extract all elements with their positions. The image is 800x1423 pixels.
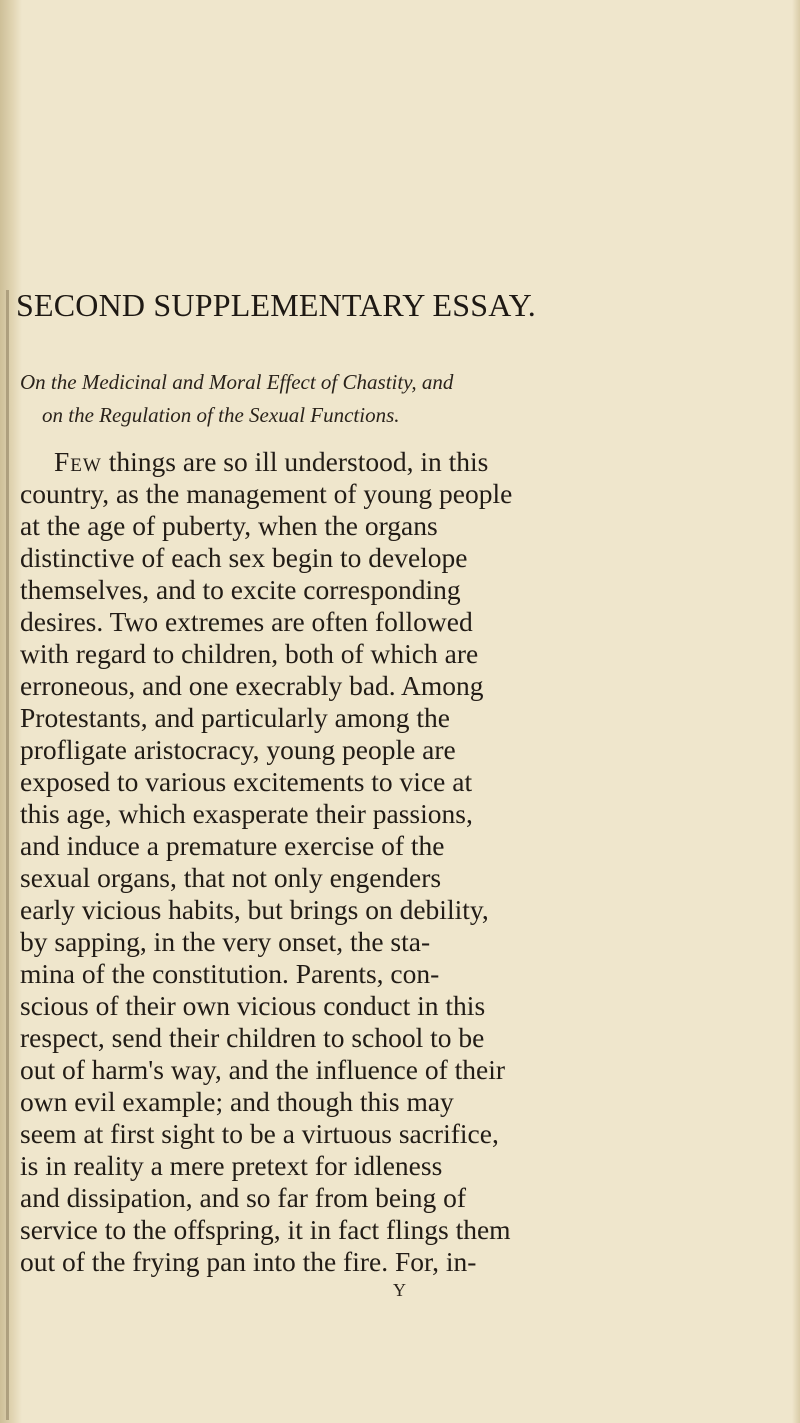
- body-line: distinctive of each sex begin to develope: [20, 542, 468, 573]
- body-line: out of harm's way, and the influence of their: [20, 1054, 506, 1085]
- body-line: erroneous, and one execrably bad. Among: [20, 670, 484, 701]
- body-line: this age, which exasperate their passions,: [20, 798, 473, 829]
- body-line: service to the offspring, it in fact flings them: [20, 1214, 511, 1245]
- body-line: out of the frying pan into the fire. For, in-: [20, 1246, 477, 1277]
- page-gutter: [0, 0, 22, 1423]
- body-line: and induce a premature exercise of the: [20, 830, 445, 861]
- body-line: respect, send their children to school to be: [20, 1022, 485, 1053]
- body-line: mina of the constitution. Parents, con-: [20, 958, 440, 989]
- body-line: and dissipation, and so far from being of: [20, 1182, 467, 1213]
- binding-shadow: [6, 290, 9, 1420]
- essay-heading: SECOND SUPPLEMENTARY ESSAY.: [16, 287, 537, 323]
- body-line: early vicious habits, but brings on debility,: [20, 894, 489, 925]
- body-line: at the age of puberty, when the organs: [20, 510, 438, 541]
- body-line: themselves, and to excite corresponding: [20, 574, 461, 605]
- body-line: own evil example; and though this may: [20, 1086, 454, 1117]
- body-line: is in reality a mere pretext for idleness: [20, 1150, 443, 1181]
- body-line: exposed to various excitements to vice at: [20, 766, 473, 797]
- body-line: country, as the management of young people: [20, 478, 513, 509]
- page-edge: [792, 0, 800, 1423]
- body-line: desires. Two extremes are often followed: [20, 606, 473, 637]
- essay-subtitle-line-1: On the Medicinal and Moral Effect of Chastity, and: [20, 370, 454, 394]
- signature-mark: Y: [393, 1280, 406, 1300]
- body-line: Few things are so ill understood, in this: [54, 446, 489, 477]
- body-line: scious of their own vicious conduct in this: [20, 990, 486, 1021]
- first-word: Few: [54, 446, 102, 477]
- body-line: with regard to children, both of which are: [20, 638, 479, 669]
- body-line: seem at first sight to be a virtuous sacrifice,: [20, 1118, 499, 1149]
- body-line: by sapping, in the very onset, the sta-: [20, 926, 431, 957]
- body-line: sexual organs, that not only engenders: [20, 862, 442, 893]
- body-line: Protestants, and particularly among the: [20, 702, 450, 733]
- body-line: profligate aristocracy, young people are: [20, 734, 456, 765]
- essay-subtitle-line-2: on the Regulation of the Sexual Functions.: [42, 403, 400, 427]
